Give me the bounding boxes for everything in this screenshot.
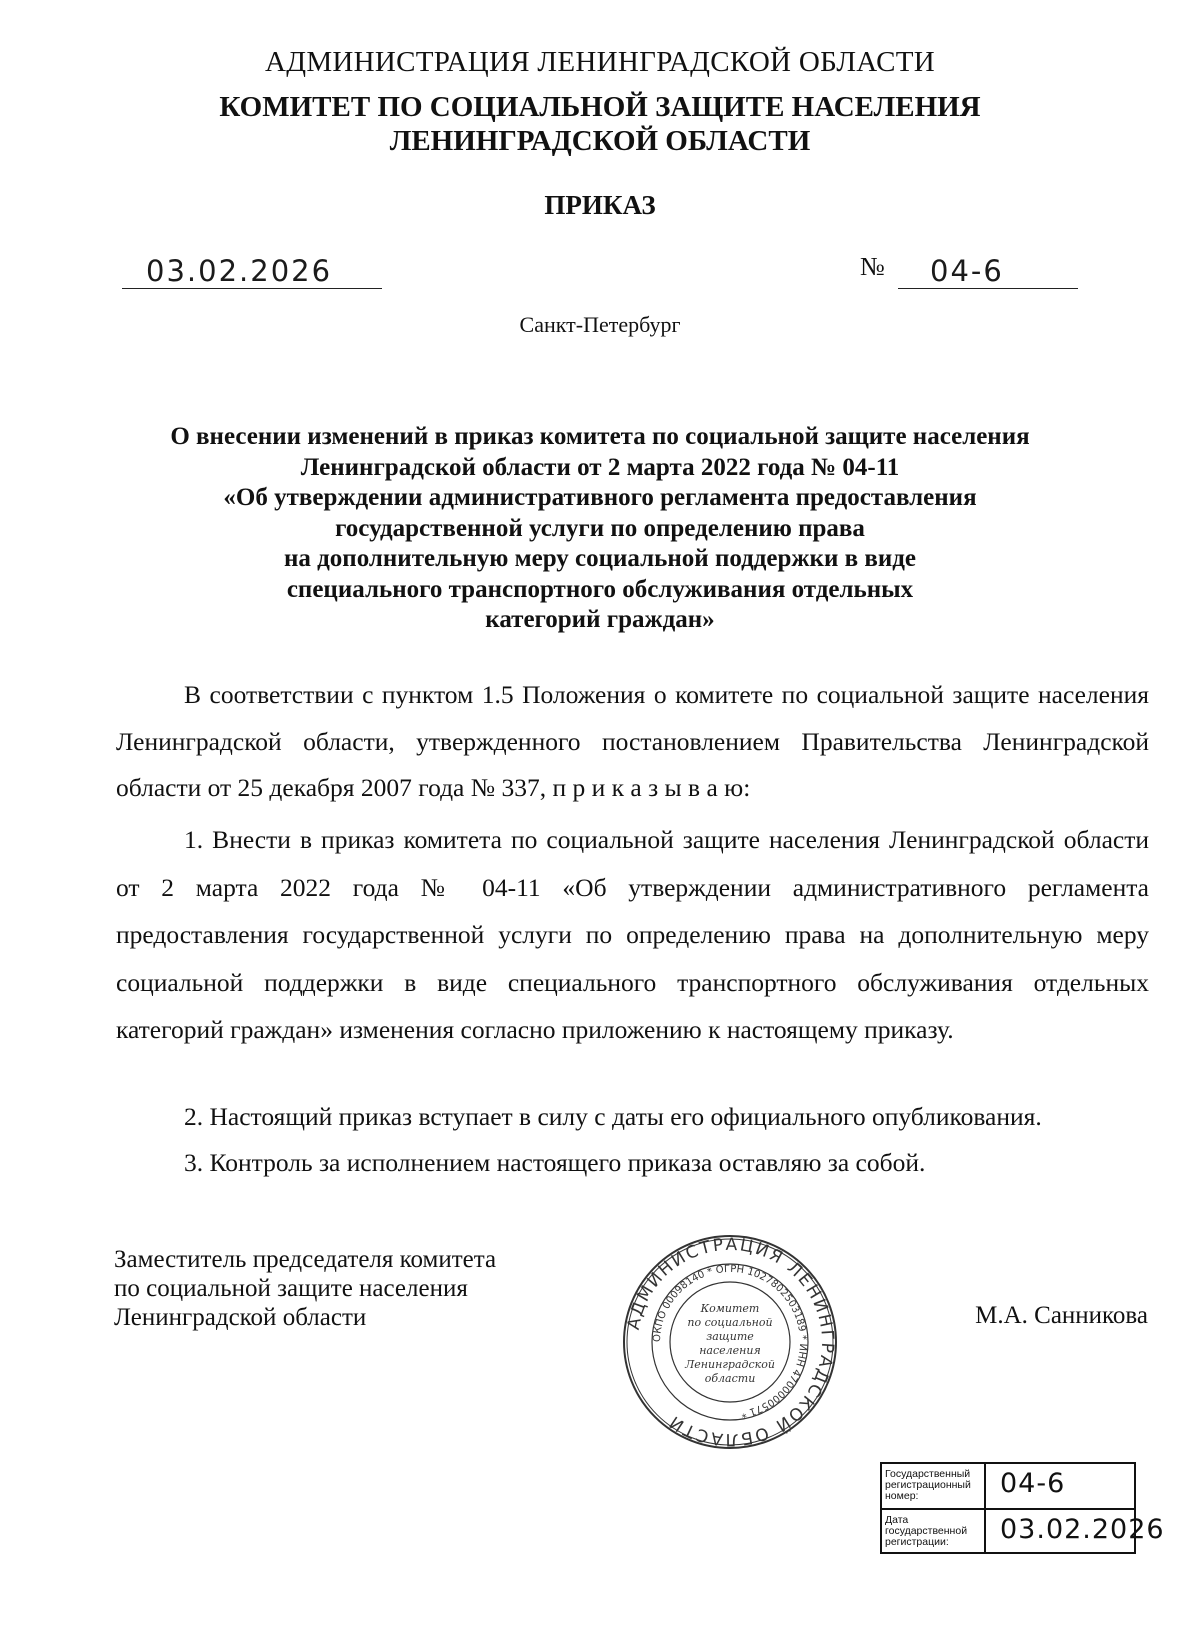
seal-center-line: защите (706, 1330, 754, 1343)
committee-title-line2: ЛЕНИНГРАДСКОЙ ОБЛАСТИ (389, 125, 811, 157)
order-subject (0, 422, 1200, 636)
registration-date-label: Дата государственной регистрации: (882, 1510, 986, 1554)
signatory-name: М.А. Санникова (975, 1302, 1148, 1329)
seal-center-line: области (704, 1372, 756, 1385)
number-field (898, 254, 1078, 289)
signatory-position (114, 1245, 496, 1332)
seal-ring-text: ОКПО 00098140 * ОГРН 1027802503189 * ИНН 4700000571 * (651, 1263, 809, 1420)
registration-date-value: 03.02.2026 (1000, 1514, 1165, 1545)
item-1-paragraph: 1. Внести в приказ комитета по социальной защите населения Ленинградской области от 2 марта 2022 года № 04-11 «Об утверждении административного регламента предоставления государственной услуги по определению права на дополнительную меру социальной поддержки в виде специального транспортного обслуживания отдельных категорий граждан» изменения согласно приложению к настоящему приказу. (116, 825, 1149, 1044)
administration-title: АДМИНИСТРАЦИЯ ЛЕНИНГРАДСКОЙ ОБЛАСТИ (265, 46, 935, 78)
city: Санкт-Петербург (519, 312, 681, 337)
position-line: Заместитель председателя комитета (114, 1246, 497, 1273)
number-sign: № (860, 252, 885, 281)
item-2-paragraph: 2. Настоящий приказ вступает в силу с даты его официального опубликования. (184, 1102, 1042, 1131)
subject-line: на дополнительную меру социальной поддержки в виде (283, 545, 917, 572)
subject-line: специального транспортного обслуживания отдельных (286, 575, 914, 603)
committee-title (0, 90, 1200, 158)
date-field (122, 254, 382, 289)
seal-center-line: Ленинградской (685, 1358, 775, 1371)
committee-title-line1: КОМИТЕТ ПО СОЦИАЛЬНОЙ ЗАЩИТЕ НАСЕЛЕНИЯ (219, 91, 981, 123)
subject-line: категорий граждан» (485, 606, 715, 633)
subject-line: государственной услуги по определению права (335, 514, 865, 542)
position-line: по социальной защите населения (114, 1275, 468, 1302)
subject-line: Ленинградской области от 2 марта 2022 года № 04-11 (300, 453, 900, 481)
seal-outer-text: АДМИНИСТРАЦИЯ ЛЕНИНГРАДСКОЙ ОБЛАСТИ (623, 1234, 838, 1450)
official-seal (620, 1232, 840, 1452)
item-3-paragraph: 3. Контроль за исполнением настоящего приказа оставляю за собой. (184, 1148, 926, 1177)
handwritten-date: 03.02.2026 (146, 254, 333, 288)
seal-center-line: Комитет (700, 1302, 760, 1315)
preamble-paragraph: В соответствии с пунктом 1.5 Положения о комитете по социальной защите населения Ленинградской области, утвержденного постановлением Правительства Ленинградской области от 25 декабря 2007 года № 337, п р и к а з ы в а ю: (116, 680, 1149, 802)
registration-number-value: 04-6 (1000, 1468, 1066, 1499)
registration-number-label: Государственный регистрационный номер: (882, 1464, 986, 1508)
handwritten-number: 04-6 (930, 254, 1004, 288)
seal-center-line: населения (699, 1344, 761, 1357)
subject-line: О внесении изменений в приказ комитета по социальной защите населения (170, 423, 1030, 450)
document-type: ПРИКАЗ (544, 190, 656, 220)
seal-center-line: по социальной (687, 1316, 773, 1329)
subject-line: «Об утверждении административного регламента предоставления (223, 484, 977, 511)
registration-date-row (882, 1510, 1165, 1554)
registration-number-row (882, 1464, 1134, 1510)
registration-box (880, 1462, 1165, 1554)
position-line: Ленинградской области (114, 1304, 367, 1331)
